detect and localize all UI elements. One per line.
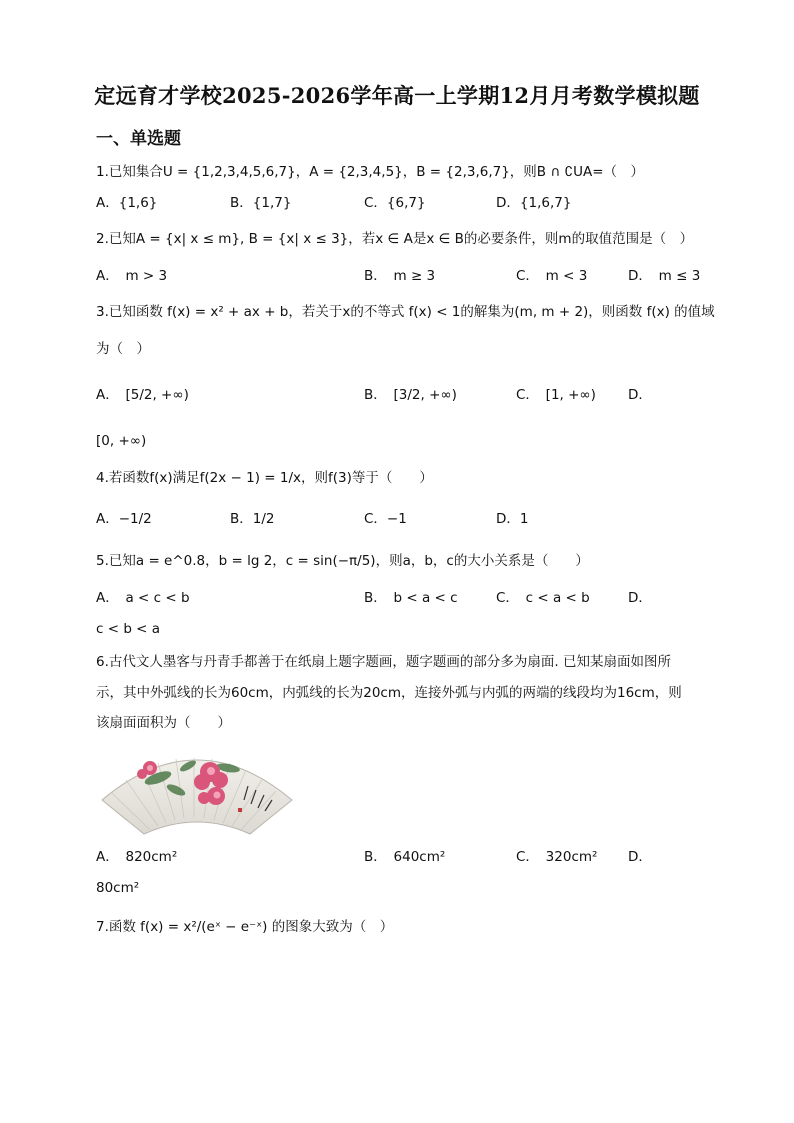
q4-option-a: A．−1/2 bbox=[96, 511, 152, 527]
q6-stem-line1: 6.古代文人墨客与丹青手都善于在纸扇上题字题画，题字题画的部分多为扇面. 已知某扇面如图所 bbox=[96, 654, 671, 670]
q1-option-d: D．{1,6,7} bbox=[496, 195, 572, 211]
q5-option-b: B． b < a < c bbox=[364, 590, 458, 606]
q5-stem: 5.已知a = e^0.8，b = lg 2，c = sin(−π/5)，则a，b，c的大小关系是（ ） bbox=[96, 553, 589, 569]
folding-fan-image bbox=[98, 738, 296, 838]
q3-option-a: A． [5/2, +∞) bbox=[96, 387, 189, 403]
q2-option-b: B． m ≥ 3 bbox=[364, 268, 436, 284]
q2-option-a: A． m > 3 bbox=[96, 268, 168, 284]
q1-option-b: B．{1,7} bbox=[230, 195, 292, 211]
q1-stem: 1.已知集合U = {1,2,3,4,5,6,7}，A = {2,3,4,5}，B = {2,3,6,7}，则B ∩ ∁UA=（ ） bbox=[96, 164, 645, 180]
q6-option-a: A． 820cm² bbox=[96, 849, 178, 865]
q5-option-c: C． c < a < b bbox=[496, 590, 590, 606]
q1-option-a: A．{1,6} bbox=[96, 195, 158, 211]
section-heading: 一、单选题 bbox=[96, 129, 181, 149]
q5-option-d-value: c < b < a bbox=[96, 621, 161, 637]
q6-option-d: D． bbox=[628, 849, 652, 865]
q3-stem-line2: 为（ ） bbox=[96, 341, 150, 357]
q3-option-d: D． bbox=[628, 387, 652, 403]
q3-stem-line1: 3.已知函数 f(x) = x² + ax + b，若关于x的不等式 f(x) < 1的解集为(m, m + 2)，则函数 f(x) 的值域 bbox=[96, 304, 715, 320]
q4-option-b: B．1/2 bbox=[230, 511, 275, 527]
q1-option-c: C．{6,7} bbox=[364, 195, 426, 211]
q6-stem-line2: 示，其中外弧线的长为60cm，内弧线的长为20cm，连接外弧与内弧的两端的线段均为16cm，则 bbox=[96, 685, 682, 701]
q6-stem-line3: 该扇面面积为（ ） bbox=[96, 715, 231, 731]
q3-option-b: B． [3/2, +∞) bbox=[364, 387, 457, 403]
q2-option-c: C． m < 3 bbox=[516, 268, 588, 284]
q5-option-a: A． a < c < b bbox=[96, 590, 190, 606]
q4-option-c: C．−1 bbox=[364, 511, 407, 527]
q6-option-d-value: 80cm² bbox=[96, 880, 140, 896]
q6-option-c: C． 320cm² bbox=[516, 849, 598, 865]
q4-stem: 4.若函数f(x)满足f(2x − 1) = 1/x，则f(3)等于（ ） bbox=[96, 470, 433, 486]
exam-title: 定远育才学校2025-2026学年高一上学期12月月考数学模拟题 bbox=[94, 83, 700, 108]
q3-option-c: C． [1, +∞) bbox=[516, 387, 596, 403]
q3-option-d-value: [0, +∞) bbox=[96, 433, 147, 449]
q2-option-d: D． m ≤ 3 bbox=[628, 268, 701, 284]
q6-option-b: B． 640cm² bbox=[364, 849, 446, 865]
q7-stem: 7.函数 f(x) = x²/(eˣ − e⁻ˣ) 的图象大致为（ ） bbox=[96, 919, 394, 935]
q2-stem: 2.已知A = {x| x ≤ m}, B = {x| x ≤ 3}，若x ∈ A是x ∈ B的必要条件，则m的取值范围是（ ） bbox=[96, 231, 694, 247]
q4-option-d: D．1 bbox=[496, 511, 529, 527]
q5-option-d: D． bbox=[628, 590, 652, 606]
